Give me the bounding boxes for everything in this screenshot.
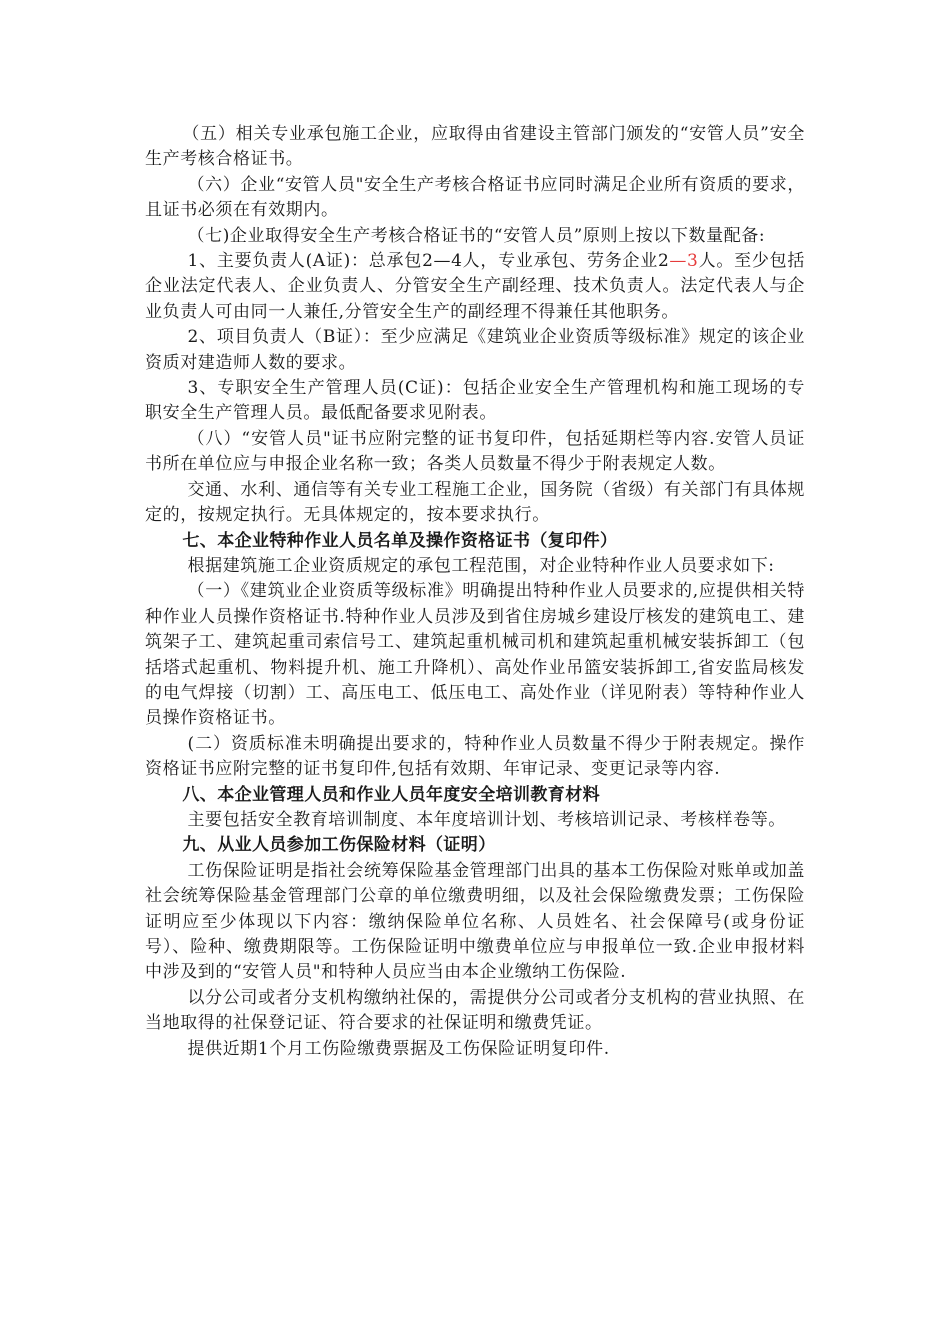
item-a-text-end: 人。至少包括企业法定代表人、企业负责人、分管安全生产副经理、技术负责人。法定代表人与企业负责人可由同一人兼任,分管安全生产的副经理不得兼任其他职务。 xyxy=(145,251,805,322)
paragraph-section-8: （八）“安管人员"证书应附完整的证书复印件，包括延期栏等内容.安管人员证书所在单位应与申报企业名称一致；各类人员数量不得少于附表规定人数。 xyxy=(145,428,805,475)
document-body xyxy=(145,122,805,1062)
paragraph-injury-insurance: 工伤保险证明是指社会统筹保险基金管理部门出具的基本工伤保险对账单或加盖社会统筹保险基金管理部门公章的单位缴费明细，以及社会保险缴费发票；工伤保险证明应至少体现以下内容：缴纳保险单位名称、人员姓名、社会保障号(或身份证号）、险种、缴费期限等。工伤保险证明中缴费单位应与申报单位一致.企业申报材料中涉及到的“安管人员"和特种人员应当由本企业缴纳工伤保险. xyxy=(145,860,805,983)
paragraph-branch-insurance: 以分公司或者分支机构缴纳社保的，需提供分公司或者分支机构的营业执照、在当地取得的社保登记证、符合要求的社保证明和缴费凭证。 xyxy=(145,987,805,1034)
paragraph-item-b-cert: 2、项目负责人（B证）：至少应满足《建筑业企业资质等级标准》规定的该企业资质对建造师人数的要求。 xyxy=(145,327,805,373)
paragraph-item-c-cert: 3、专职安全生产管理人员(C证)：包括企业安全生产管理机构和施工现场的专职安全生产管理人员。最低配备要求见附表。 xyxy=(145,378,805,424)
paragraph-item-a-cert xyxy=(145,249,805,325)
paragraph-section-5: （五）相关专业承包施工企业，应取得由省建设主管部门颁发的“安管人员”安全生产考核合格证书。 xyxy=(145,124,805,170)
paragraph-training: 主要包括安全教育培训制度、本年度培训计划、考核培训记录、考核样卷等。 xyxy=(187,809,786,830)
paragraph-special-workers-intro: 根据建筑施工企业资质规定的承包工程范围，对企业特种作业人员要求如下: xyxy=(187,555,775,576)
paragraph-section-7: （七)企业取得安全生产考核合格证书的“安管人员”原则上按以下数量配备: xyxy=(187,225,766,246)
heading-section-eight: 八、本企业管理人员和作业人员年度安全培训教育材料 xyxy=(182,784,600,805)
paragraph-section-6: （六）企业“安管人员"安全生产考核合格证书应同时满足企业所有资质的要求，且证书必须在有效期内。 xyxy=(145,174,805,221)
heading-section-nine: 九、从业人员参加工伤保险材料（证明） xyxy=(182,835,496,856)
item-a-highlight: —3 xyxy=(669,251,699,272)
paragraph-special-workers-1: （一）《建筑业企业资质等级标准》明确提出特种作业人员要求的,应提供相关特种作业人员操作资格证书.特种作业人员涉及到省住房城乡建设厅核发的建筑电工、建筑架子工、建筑起重司索信号工、建筑起重机械司机和建筑起重机械安装拆卸工（包括塔式起重机、物料提升机、施工升降机）、高处作业吊篮安装拆卸工,省安监局核发的电气焊接（切割）工、高压电工、低压电工、高处作业（详见附表）等特种作业人员操作资格证书。 xyxy=(145,581,805,729)
heading-section-seven: 七、本企业特种作业人员名单及操作资格证书（复印件） xyxy=(182,530,618,551)
paragraph-other-industries: 交通、水利、通信等有关专业工程施工企业，国务院（省级）有关部门有具体规定的，按规定执行。无具体规定的，按本要求执行。 xyxy=(145,479,805,526)
paragraph-recent-receipts: 提供近期1个月工伤险缴费票据及工伤保险证明复印件. xyxy=(187,1038,610,1059)
paragraph-special-workers-2: (二）资质标准未明确提出要求的，特种作业人员数量不得少于附表规定。操作资格证书应附完整的证书复印件,包括有效期、年审记录、变更记录等内容. xyxy=(145,733,805,780)
item-a-text-start: 1、主要负责人(A证)：总承包2—4人，专业承包、劳务企业2 xyxy=(187,251,670,272)
